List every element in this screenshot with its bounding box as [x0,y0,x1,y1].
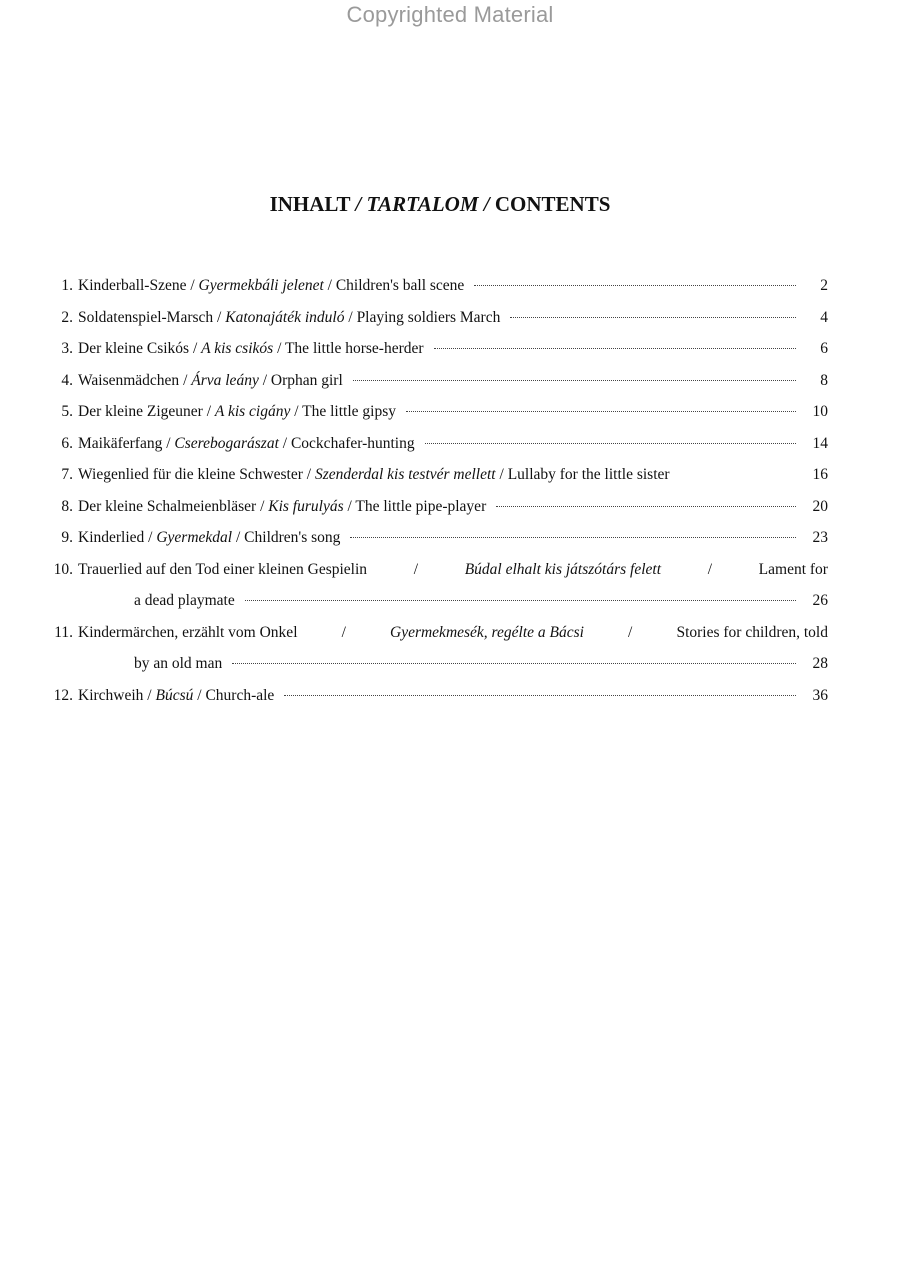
page-number: 14 [812,434,828,452]
toc-entry [40,333,828,365]
toc-entry [40,680,828,712]
dot-leader [496,505,796,507]
title-english-continued: a dead playmate [134,592,235,609]
entry-title: Maikäferfang / Cserebogarászat / Cockchafer-hunting [78,434,415,452]
title-english: Lullaby for the little sister [507,466,670,483]
title-english: Orphan girl [270,371,343,389]
title-german: Kinderball-Szene [78,277,187,294]
title-german: Kindermärchen, erzählt vom Onkel [78,623,298,641]
title-hungarian: Cserebogarászat [174,434,279,452]
page-number: 16 [812,466,828,483]
dot-leader [425,442,796,444]
page-number: 36 [812,686,828,704]
copyright-watermark: Copyrighted Material [346,2,554,27]
title-german: Der kleine Zigeuner [78,403,203,420]
title-hungarian: Gyermekdal [156,529,233,546]
toc-entry [40,522,828,554]
title-german: Soldatenspiel-Marsch [78,308,214,326]
title-english: Stories for children, told [676,623,828,641]
entry-title: Trauerlied auf den Tod einer kleinen Gespielin / Búdal elhalt kis játszótárs felett / Lament for [78,554,828,586]
toc-entry [40,491,828,523]
title-english: The little gipsy [302,403,396,420]
title-german: Wiegenlied für die kleine Schwester [78,466,303,483]
entry-title: Der kleine Csikós / A kis csikós / The little horse-herder [78,340,424,357]
page-number: 6 [820,340,828,357]
title-hungarian: Búdal elhalt kis játszótárs felett [464,560,662,578]
title-separator: / [355,192,362,216]
entry-number: 9. [61,529,73,546]
title-hungarian: Szenderdal kis testvér mellett [314,466,496,483]
title-german: Kinderlied [78,529,145,546]
page-number: 23 [812,529,828,546]
dot-leader [510,316,796,318]
toc-entry [40,365,828,397]
entry-title: Kinderlied / Gyermekdal / Children's song [78,529,341,546]
toc-entry [40,459,828,491]
entry-title: Waisenmädchen / Árva leány / Orphan girl [78,371,343,389]
entry-title: Der kleine Zigeuner / A kis cigány / The little gipsy [78,403,396,420]
toc-entry [40,554,828,617]
title-english: The little pipe-player [355,497,487,515]
entry-number: 7. [61,466,73,483]
page-number: 4 [820,308,828,326]
entry-title: Der kleine Schalmeienbläser / Kis furulyás / The little pipe-player [78,497,487,515]
title-english: Playing soldiers March [356,308,501,326]
entry-number: 1. [61,277,73,294]
toc-entry [40,396,828,428]
dot-leader [474,284,796,286]
page-number: 26 [812,592,828,609]
toc-entry [40,428,828,460]
title-english: Church-ale [205,686,275,704]
title-hungarian: TARTALOM [366,192,479,216]
title-german: Der kleine Csikós [78,340,190,357]
title-hungarian: A kis cigány [214,403,291,420]
title-english: CONTENTS [494,192,611,216]
title-hungarian: Gyermekbáli jelenet [198,277,324,294]
title-english: Children's ball scene [335,277,465,294]
dot-leader [232,662,796,664]
entry-number: 6. [61,434,73,452]
title-german: Maikäferfang [78,434,163,452]
title-english: Children's song [244,529,341,546]
title-separator: / [483,192,490,216]
entry-title: Kindermärchen, erzählt vom Onkel / Gyermekmesék, regélte a Bácsi / Stories for children, told [78,617,828,649]
title-german: Waisenmädchen [78,371,180,389]
title-hungarian: Gyermekmesék, regélte a Bácsi [390,623,584,641]
page-number: 28 [812,655,828,672]
dot-leader [353,379,796,381]
toc-entry [40,270,828,302]
title-hungarian: Búcsú [155,686,194,704]
title-german: INHALT [269,192,351,216]
entry-number: 4. [61,371,73,389]
dot-leader [406,410,796,412]
entry-number: 10. [53,560,73,578]
title-hungarian: Árva leány [191,371,259,389]
title-english: The little horse-herder [284,340,424,357]
title-german: Kirchweih [78,686,144,704]
title-german: Trauerlied auf den Tod einer kleinen Gespielin [78,560,368,578]
toc-entry [40,302,828,334]
title-hungarian: Katonajáték induló [225,308,345,326]
entry-number: 5. [61,403,73,420]
entry-title: Wiegenlied für die kleine Schwester / Szenderdal kis testvér mellett / Lullaby for the little sister [78,466,670,483]
entry-title: Kinderball-Szene / Gyermekbáli jelenet / Children's ball scene [78,277,465,294]
title-hungarian: Kis furulyás [268,497,344,515]
dot-leader [350,536,796,538]
dot-leader [434,347,796,349]
entry-title: Kirchweih / Búcsú / Church-ale [78,686,275,704]
page-title [0,192,880,217]
dot-leader [284,694,796,696]
entry-number: 2. [61,308,73,326]
page-number: 2 [820,277,828,294]
page-number: 10 [812,403,828,420]
entry-number: 3. [61,340,73,357]
entry-number: 11. [54,623,73,641]
page-number: 8 [820,371,828,389]
title-german: Der kleine Schalmeienbläser [78,497,257,515]
table-of-contents [40,270,828,711]
toc-entry [40,617,828,680]
dot-leader [245,599,796,601]
entry-title: Soldatenspiel-Marsch / Katonajáték induló / Playing soldiers March [78,308,501,326]
page-number: 20 [812,497,828,515]
entry-number: 12. [53,686,73,704]
entry-number: 8. [61,497,73,515]
title-english: Lament for [758,560,828,578]
title-english: Cockchafer-hunting [290,434,415,452]
title-english-continued: by an old man [134,655,223,672]
title-hungarian: A kis csikós [201,340,274,357]
